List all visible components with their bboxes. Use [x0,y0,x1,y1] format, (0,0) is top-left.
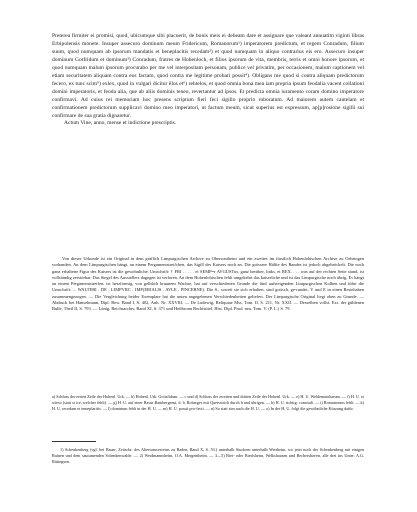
textual-footnotes [52,394,364,412]
reference-note: 1) Schenkenberg (vgl. bei Bauer, Zeitschr. des Altertumsvereins zu Baden, Band X, S. 53.) unterhalb Stuckem unterhalb Wertheim, wo jetzt noch der Schenkenberg mit einigen Ruinen und dem sautumenden Schenkenwalde. — 2) Weidmannsheim, O.A. Mergentheim. — 3—5) Biet- oder Bierlsheim, Welkshausen und Bechershaven, alle drei ins Unter. A.G. Rittingsen. [52,447,364,464]
reference-notes [52,447,364,465]
charter-paragraph: Preterea firmiter ei promisi, quod, ubicumque sibi placuerit, de bonis meis ei debeam dare et assignare que valeant annuatim viginti libras Erbipolensis monete. Insuper assecuro dominum meum Fridericum, Romanorum¹) imperatorem predictum, et regem Conradum, filium suum, quod numquam ab ipsorum mandatis et beneplacitis recedam²) et quod numquam in aliquo contrarius eis ero. Assecuro insuper dominum Gotfridum et dominum³) Conradum, fratres de Hohenloch, et filios ipsorum de vita, membris, terris et omni honore ipsorum, et quod numquam malum ipsorum procurabo per me vel interpositam personam, publice vel privatim, per occasionem, malum captionem vel etiam securitatem aliquam contra eos factam, quod contra me legitime probari possit⁴). Obligans me quod si contra aliquam predictorum fecero, ex tunc scim⁵) exlex, quod in vulgari dicitur êlos et⁶) rehtelos, et quod omnia bona mea iam prepria ipsum feodalia vacent collationi domini imperatoris, et feoda alia, que ab aliis dominis teneo, revertantur ad ipsos. Et predicta omnia iuramento coram domino imperatore confirmavi. Ad cuius rei memoriam hoc presens scriptum fieri feci sigillo proprio roboratum. Ad maiorem autem cautelam et confirmationem predictorum supplicavi domino meo imperatori, ut factum meum, sicut superius est expressum, ap[p]rosione sigilli sui confirmare de sua gratia dignaretur. [52,33,364,119]
charter-dating-clause: Actum Vine, anno, mense et indictione prescriptis. [64,120,177,127]
footnotes-paragraph: a) Schluss der ersten Zeile der Hohenl. Urk. — b) Hohenl. Urk. Gotisfidum. — c und d) Schluss der zweiten und dritten Zeile der Hohenl. Urk. — e) H. U. Weldematoharum. — f) H. U. et wieso (statt st ice, welcher fehlt). — g) H. U. auf einer Rasur Bambergensi, d. h. Roberges mit Quersstrich durch b und übrigen. — h) H. U. richtig: constudi. — i) Romanorum fehlt. — k) H. U. recedam et temeplaritis. — l) dominum fehlt in der H. U. — m) H. U. possit pro-fecti. — n) So statt sim auch die H. U. — o) In der H. U. folgt die gewöhnliche Kürzung dafür. [52,394,364,411]
editorial-commentary [52,256,364,313]
commentary-paragraph: Von dieser Urkunde ist ein Original in dem gräflich Limpurgischen Archive zu Obersontheim und ein zweites im fürstlich Hohenlohischen Archive zu Oehringen vorhanden. An dem Limpurgischen hängt, an einem Pergamentstreifchen, das Sigill des Kaisers noch an. Die grössere Hälfte des Randes ist jedoch abgebröckelt. Die noch ganz erhaltene Figur des Kaisers ist die gewöhnliche. Umschrift: † FRI . . . . . et SEMP=r AVGUSTus, ganz herüber, links, et REX. . . . was auf der rechten Seite stand, ist vollständig zerstörbar. Das Siegel des Ausstellers dagegen ist verloren. An dem Hohenlohischen fehlt umgekehrt das kaiserliche und ist das Limpurgische noch übrig. Es hängt an einem Pergamentstreifen, ist herzförmig, von gelblich braunem Wachse, hat auf verschiedenen Grunde die fünf aufsteigenden Limpurgischen Kolben und führt die Umschrift: ... WALTERI . DE . LIMPVRC . IMP(ERIALIS . AVLE . PINCERNE). Die S., soweit sie sich erhalten, sind gotisch, ge-rundet, V und E in einen Bestehaben zusammengezogen. — Die Vergleichung beider Exemplare hat die unten angegebenen Verschiedenheiten geliefert. Der Limpurgische Original liegt oben zu Grunde. — Abdruck bei Hanselmann, Dipl. Bew. Band I, S. 402, Anh. Nr. XXVIII. — De Ludewig, Reliquiae Mss. Tom. II, S. 211, Nr. XXII. — Desselben vollst. Ext. der güldenen Bulle, Theil II, S. 793. — Lünig, Reichsarchiv, Band XI, S. 371 und Heilbronn Rechtstitel, Hist. Dipl. Prod. neu. Tom. V. (P. L.) S. 79. [52,256,364,312]
charter-text [52,33,364,128]
footnote-divider [52,441,96,442]
